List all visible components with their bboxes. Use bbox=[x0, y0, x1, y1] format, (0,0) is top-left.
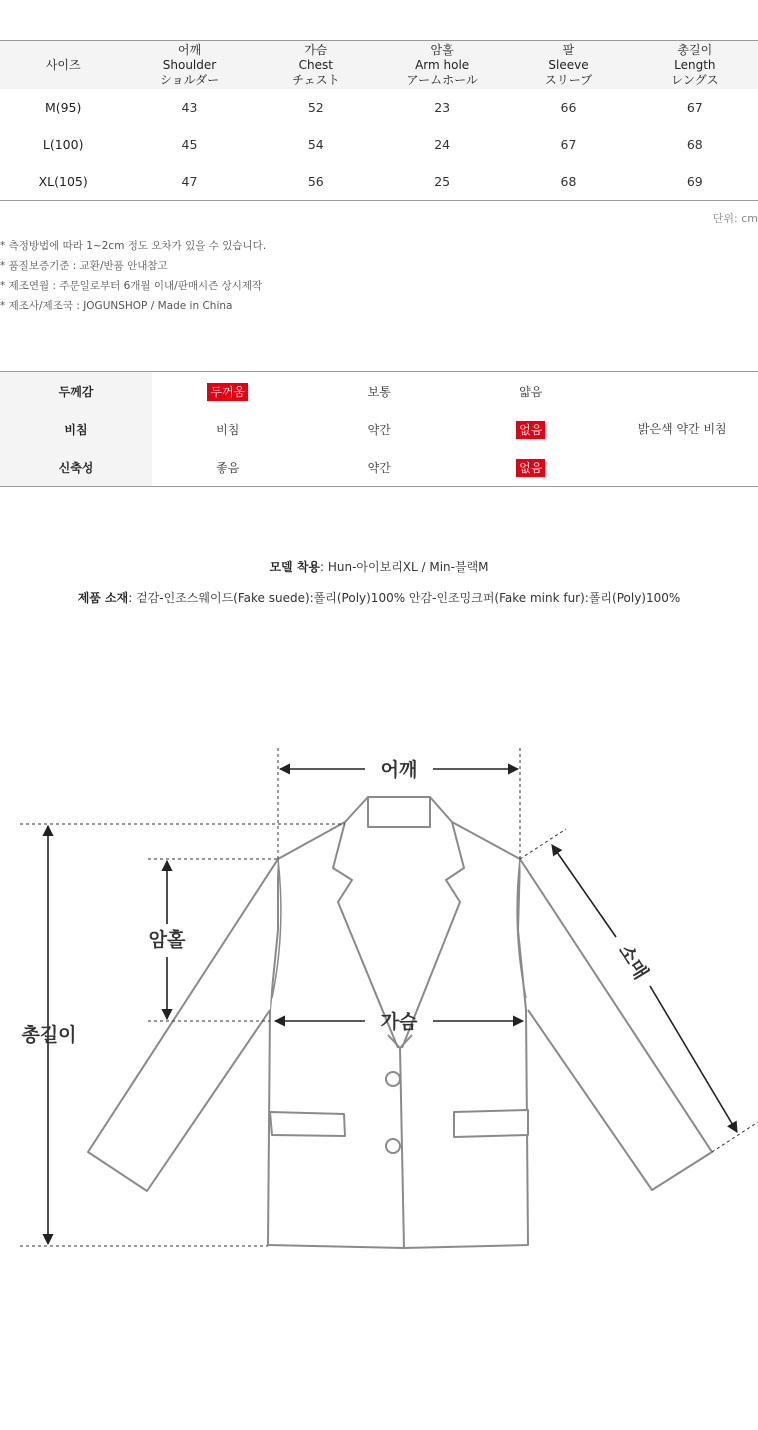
material-info-label: 제품 소재 bbox=[77, 591, 129, 605]
size-header: 사이즈 bbox=[0, 41, 126, 90]
size-cell: M(95) bbox=[44, 100, 82, 115]
length-header: 총길이 Length レングス bbox=[632, 41, 758, 90]
thickness-option-thin: 얇음 bbox=[519, 384, 543, 399]
value-cell: 69 bbox=[686, 174, 703, 189]
size-table bbox=[0, 40, 758, 201]
note-item: * 측정방법에 따라 1~2cm 정도 오차가 있을 수 있습니다. bbox=[0, 240, 267, 252]
value-cell: 47 bbox=[181, 174, 198, 189]
material-info-value: : 겉감-인조스웨이드(Fake suede):폴리(Poly)100% 안감-인조밍크퍼(Fake mink fur):폴리(Poly)100% bbox=[128, 591, 681, 605]
value-cell: 24 bbox=[434, 137, 451, 152]
sleeve-header: 팔 Sleeve スリーブ bbox=[505, 41, 631, 90]
sheerness-option-none: 없음 bbox=[516, 421, 545, 439]
model-info-value: : Hun-아이보리XL / Min-블랙M bbox=[320, 560, 489, 574]
thickness-label: 두께감 bbox=[0, 372, 152, 411]
size-row bbox=[0, 126, 758, 163]
stretch-option-slight: 약간 bbox=[367, 460, 391, 475]
sheerness-option-sheer: 비침 bbox=[216, 422, 240, 437]
value-cell: 67 bbox=[560, 137, 577, 152]
stretch-option-none: 없음 bbox=[516, 459, 545, 477]
thickness-option-normal: 보통 bbox=[367, 384, 391, 399]
sheerness-note: 밝은색 약간 비침 bbox=[637, 421, 727, 436]
sleeve-label: 소매 bbox=[613, 940, 653, 984]
note-item: * 제조연월 : 주문일로부터 6개월 이내/판매시즌 상시제작 bbox=[0, 280, 263, 292]
size-row bbox=[0, 163, 758, 201]
material-info bbox=[0, 589, 758, 606]
thickness-row bbox=[0, 372, 758, 411]
value-cell: 68 bbox=[686, 137, 703, 152]
thickness-option-thick: 두꺼움 bbox=[207, 383, 248, 401]
unit-label: 단위: cm bbox=[712, 212, 758, 225]
size-cell: L(100) bbox=[42, 137, 84, 152]
sheerness-label: 비침 bbox=[0, 410, 152, 448]
value-cell: 45 bbox=[181, 137, 198, 152]
value-cell: 23 bbox=[434, 100, 451, 115]
size-cell: XL(105) bbox=[38, 174, 88, 189]
notes-list bbox=[0, 236, 266, 316]
value-cell: 56 bbox=[307, 174, 324, 189]
stretch-option-good: 좋음 bbox=[216, 460, 240, 475]
measurement-diagram bbox=[0, 730, 758, 1270]
stretch-label: 신축성 bbox=[0, 448, 152, 487]
jacket-diagram-svg bbox=[0, 730, 758, 1270]
armhole-label: 암홀 bbox=[148, 929, 186, 951]
size-row bbox=[0, 89, 758, 126]
value-cell: 68 bbox=[560, 174, 577, 189]
chest-header: 가슴 Chest チェスト bbox=[253, 41, 379, 90]
value-cell: 25 bbox=[434, 174, 451, 189]
length-label: 총길이 bbox=[21, 1024, 77, 1046]
sheerness-option-slight: 약간 bbox=[367, 422, 391, 437]
fabric-feel-table bbox=[0, 371, 758, 487]
value-cell: 54 bbox=[307, 137, 324, 152]
value-cell: 67 bbox=[686, 100, 703, 115]
model-info bbox=[0, 558, 758, 575]
note-item: * 제조사/제조국 : JOGUNSHOP / Made in China bbox=[0, 300, 233, 312]
shoulder-header: 어깨 Shoulder ショルダー bbox=[126, 41, 252, 90]
size-table-header-row bbox=[0, 41, 758, 90]
value-cell: 52 bbox=[307, 100, 324, 115]
value-cell: 66 bbox=[560, 100, 577, 115]
value-cell: 43 bbox=[181, 100, 198, 115]
shoulder-label: 어깨 bbox=[380, 759, 418, 781]
armhole-header: 암홀 Arm hole アームホール bbox=[379, 41, 505, 90]
note-item: * 품질보증기준 : 교환/반품 안내참고 bbox=[0, 260, 168, 272]
chest-label: 가슴 bbox=[380, 1011, 418, 1033]
model-info-label: 모델 착용 bbox=[269, 560, 320, 574]
